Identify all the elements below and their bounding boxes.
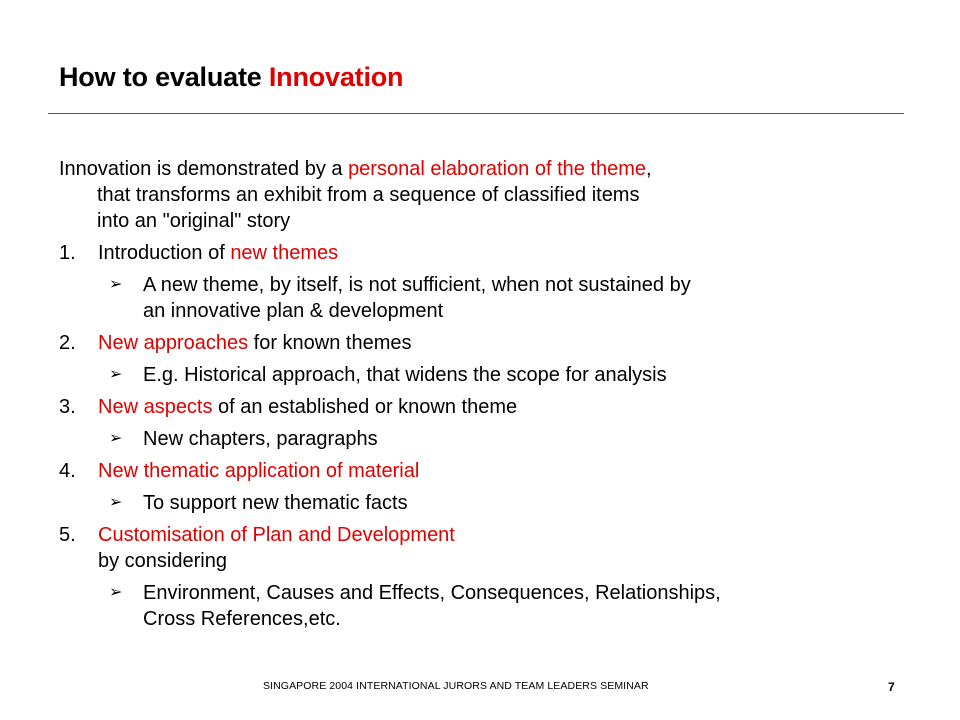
sub-bullet-line-1: Environment, Causes and Effects, Consequences, Relationships, (143, 582, 721, 604)
intro-highlight: personal elaboration of the theme (348, 158, 647, 180)
item-text (59, 394, 721, 420)
arrow-bullet-icon: ➢ (109, 430, 123, 447)
item-number: 4. (59, 460, 76, 482)
intro-line-2: that transforms an exhibit from a sequence of classified items (97, 184, 640, 206)
intro-pre: Innovation is demonstrated by a (59, 158, 349, 180)
slide-title (59, 62, 403, 93)
sub-bullet-line-1: E.g. Historical approach, that widens the scope for analysis (143, 364, 667, 386)
sub-bullet-line-1: A new theme, by itself, is not sufficient, when not sustained by (143, 274, 691, 296)
list-item (59, 458, 721, 484)
list-item (59, 330, 721, 356)
list-item (59, 394, 721, 420)
item-text (59, 240, 721, 266)
item-text-highlight: New approaches (98, 332, 249, 354)
arrow-bullet-icon: ➢ (109, 494, 123, 511)
sub-bullet (59, 490, 721, 516)
item-text-line-2: by considering (98, 550, 227, 572)
sub-bullet-line-2: an innovative plan & development (143, 300, 444, 322)
arrow-bullet-icon: ➢ (109, 366, 123, 383)
sub-bullet (59, 272, 721, 324)
arrow-bullet-icon: ➢ (109, 276, 123, 293)
item-number: 5. (59, 524, 76, 546)
title-divider (48, 113, 904, 114)
item-text-highlight: new themes (230, 242, 339, 264)
intro-post: , (646, 158, 652, 180)
sub-bullet (59, 580, 721, 632)
title-prefix: How to evaluate (59, 62, 269, 92)
item-text (59, 458, 721, 484)
sub-bullet-line-2: Cross References,etc. (143, 608, 341, 630)
item-text (59, 522, 721, 574)
item-text-post: for known themes (248, 332, 412, 354)
list-item (59, 240, 721, 266)
item-text-highlight: New thematic application of material (98, 460, 420, 482)
item-text-highlight: New aspects (98, 396, 213, 418)
list-item (59, 522, 721, 574)
sub-bullet-line-1: To support new thematic facts (143, 492, 408, 514)
item-number: 2. (59, 332, 76, 354)
sub-bullet-line-1: New chapters, paragraphs (143, 428, 378, 450)
footer-text: SINGAPORE 2004 INTERNATIONAL JURORS AND TEAM LEADERS SEMINAR (263, 680, 649, 692)
sub-bullet (59, 362, 721, 388)
slide-body (59, 156, 721, 632)
item-text-post: of an established or known theme (212, 396, 518, 418)
item-number: 3. (59, 396, 76, 418)
page-number: 7 (888, 680, 895, 694)
item-text (59, 330, 721, 356)
item-text-pre: Introduction of (98, 242, 231, 264)
title-highlight: Innovation (268, 62, 404, 92)
arrow-bullet-icon: ➢ (109, 584, 123, 601)
sub-bullet (59, 426, 721, 452)
intro-paragraph (59, 156, 721, 234)
intro-line-3: into an "original" story (97, 210, 291, 232)
item-text-highlight: Customisation of Plan and Development (98, 524, 455, 546)
item-number: 1. (59, 242, 76, 264)
